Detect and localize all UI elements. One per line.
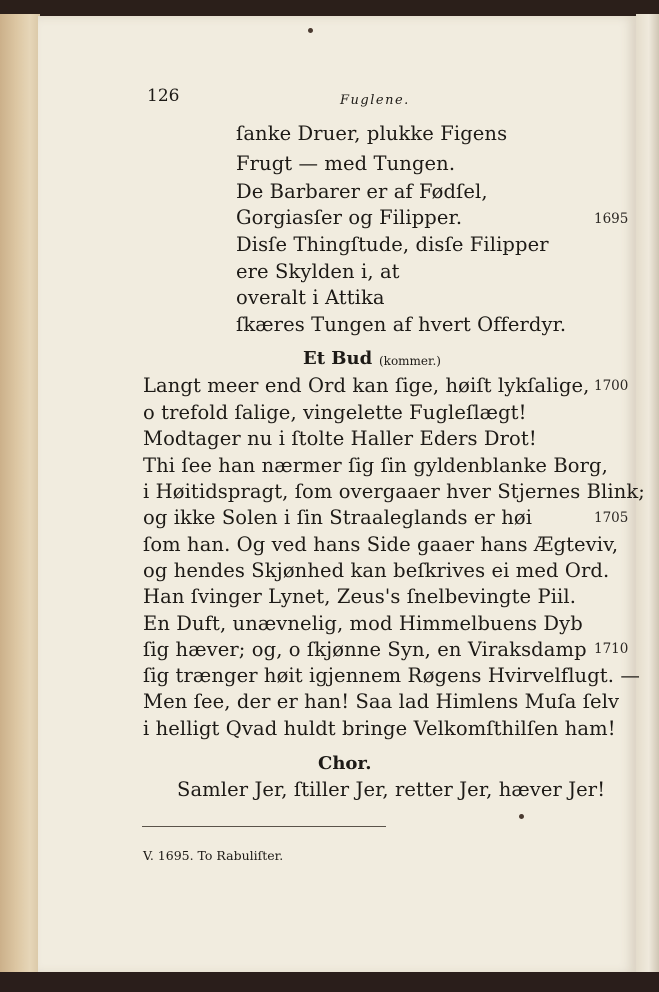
verse-line: En Duft, unævnelig, mod Himmelbuens Dyb [143,612,583,635]
verse-line: i helligt Qvad huldt bringe Velkomſthilſen ham! [143,717,616,740]
print-mark [308,28,313,33]
verse-line: i Høitidspragt, ſom overgaaer hver Stjernes Blink; [143,480,645,503]
verse-line: Frugt — med Tungen. [236,152,456,175]
speaker-name: Chor. [318,753,372,774]
book-top-edge [0,0,659,16]
verse-line: overalt i Attika [236,286,385,309]
verse-line: ſom han. Og ved hans Side gaaer hans Ægteviv, [143,533,619,556]
verse-line: o trefold ſalige, vingelette Fugleſlægt! [143,401,527,424]
verse-line: ſanke Druer, plukke Figens [236,122,508,145]
book-spine [0,14,40,976]
page-number: 126 [147,86,180,106]
verse-line: Samler Jer, ſtiller Jer, retter Jer, hæver Jer! [177,778,606,801]
stage-direction: (kommer.) [379,354,441,368]
book-bottom-edge [0,972,659,992]
verse-line: ſig hæver; og, o ſkjønne Syn, en Viraksdamp [143,638,587,661]
verse-line: ere Skylden i, at [236,260,400,283]
ink-spot [519,814,524,819]
verse-line: Modtager nu i ſtolte Haller Eders Drot! [143,427,537,450]
verse-line: ſkæres Tungen af hvert Offerdyr. [236,313,567,336]
verse-line: Disſe Thingſtude, disſe Filipper [236,233,549,256]
line-number: 1700 [594,378,629,394]
verse-line: Men ſee, der er han! Saa lad Himlens Muſa ſelv [143,690,620,713]
verse-line: og ikke Solen i ſin Straaleglands er høi [143,506,533,529]
line-number: 1695 [594,211,629,227]
verse-line: Gorgiasſer og Filipper. [236,206,463,229]
verse-line: Thi ſee han nærmer ſig ſin gyldenblanke Borg, [143,454,608,477]
footnote: V. 1695. To Rabuliſter. [143,848,284,863]
verse-line: Han ſvinger Lynet, Zeus's ſnelbevingte Piil. [143,585,577,608]
speaker-name: Et Bud [303,348,373,369]
running-title: Fuglene. [340,93,410,108]
line-number: 1710 [594,641,629,657]
verse-line: og hendes Skjønhed kan beſkrives ei med Ord. [143,559,610,582]
verse-line: De Barbarer er af Fødſel, [236,180,488,203]
verse-line: Langt meer end Ord kan ſige, høiſt lykſalige, [143,374,590,397]
footnote-rule [142,826,386,827]
line-number: 1705 [594,510,629,526]
verse-line: ſig trænger høit igjennem Røgens Hvirvelflugt. — [143,664,640,687]
